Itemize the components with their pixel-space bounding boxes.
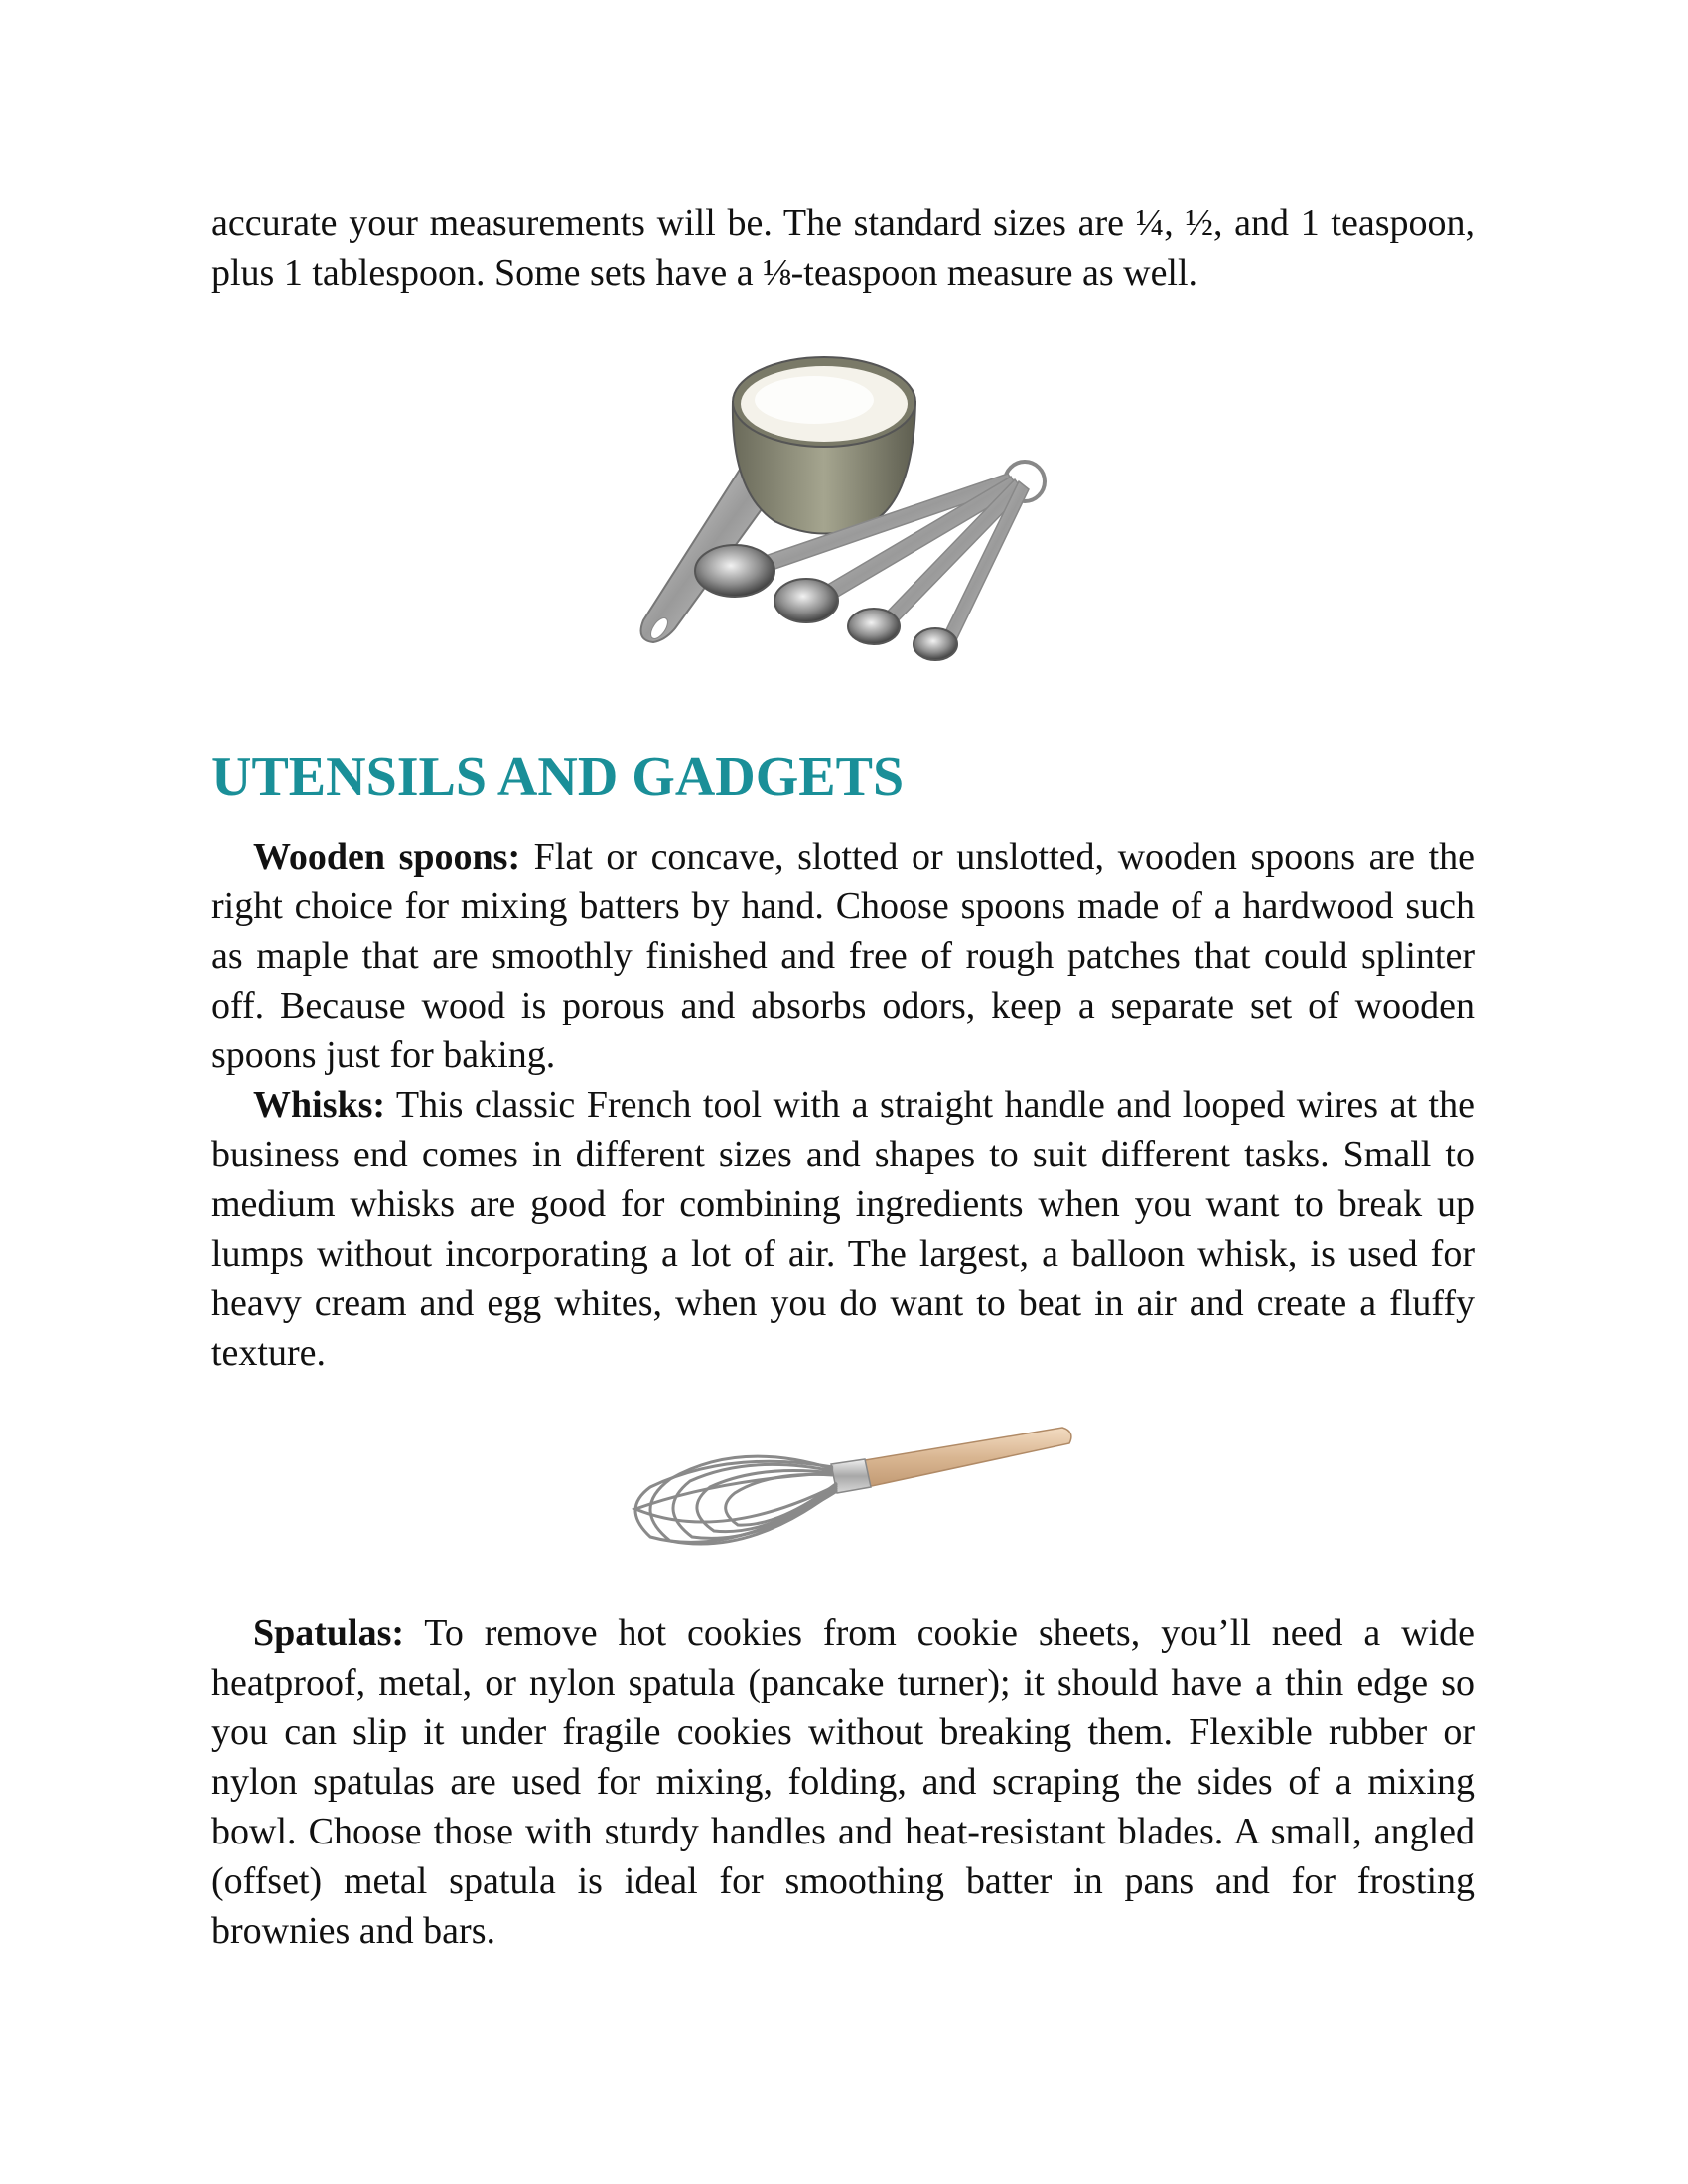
paragraph-whisks <box>211 1080 1475 1378</box>
measuring-cups-icon <box>626 333 1062 670</box>
measuring-cups-figure <box>626 333 1062 670</box>
section-body-top <box>211 832 1475 1378</box>
whisk-icon <box>611 1410 1077 1559</box>
section-heading: UTENSILS AND GADGETS <box>211 747 905 808</box>
paragraph-text: To remove hot cookies from cookie sheets, you’ll need a wide heatproof, metal, or nylon spatula (pancake turner); it should have a thin edge so you can slip it under fragile cookies without breaking them. Flexible rubber or nylon spatulas are used for mixing, folding, and scraping the sides of a mixing bowl. Choose those with sturdy handles and heat-resistant blades. A small, angled (offset) metal spatula is ideal for smoothing batter in pans and for frosting brownies and bars. <box>211 1612 1475 1952</box>
whisk-figure <box>611 1410 1077 1559</box>
paragraph-spatulas <box>211 1608 1475 1956</box>
paragraph-text: This classic French tool with a straight handle and looped wires at the business end comes in different sizes and shapes to suit different tasks. Small to medium whisks are good for combining ingredients when you want to break up lumps without incorporating a lot of air. The largest, a balloon whisk, is used for heavy cream and egg whites, when you do want to beat in air and create a fluffy texture. <box>211 1084 1475 1374</box>
intro-text: accurate your measurements will be. The standard sizes are ¼, ½, and 1 teaspoon, plus 1 tablespoon. Some sets have a ⅛-teaspoon measure as well. <box>211 203 1475 294</box>
paragraph-lead: Wooden spoons: <box>253 836 521 878</box>
paragraph-text: Flat or concave, slotted or unslotted, wooden spoons are the right choice for mixing batters by hand. Choose spoons made of a hardwood such as maple that are smoothly finished and free of rough patches that could splinter off. Because wood is porous and absorbs odors, keep a separate set of wooden spoons just for baking. <box>211 836 1475 1076</box>
paragraph-wooden-spoons <box>211 832 1475 1080</box>
paragraph-lead: Spatulas: <box>253 1612 405 1654</box>
paragraph-lead: Whisks: <box>253 1084 386 1126</box>
intro-paragraph <box>211 199 1475 298</box>
section-body-bottom <box>211 1608 1475 1956</box>
